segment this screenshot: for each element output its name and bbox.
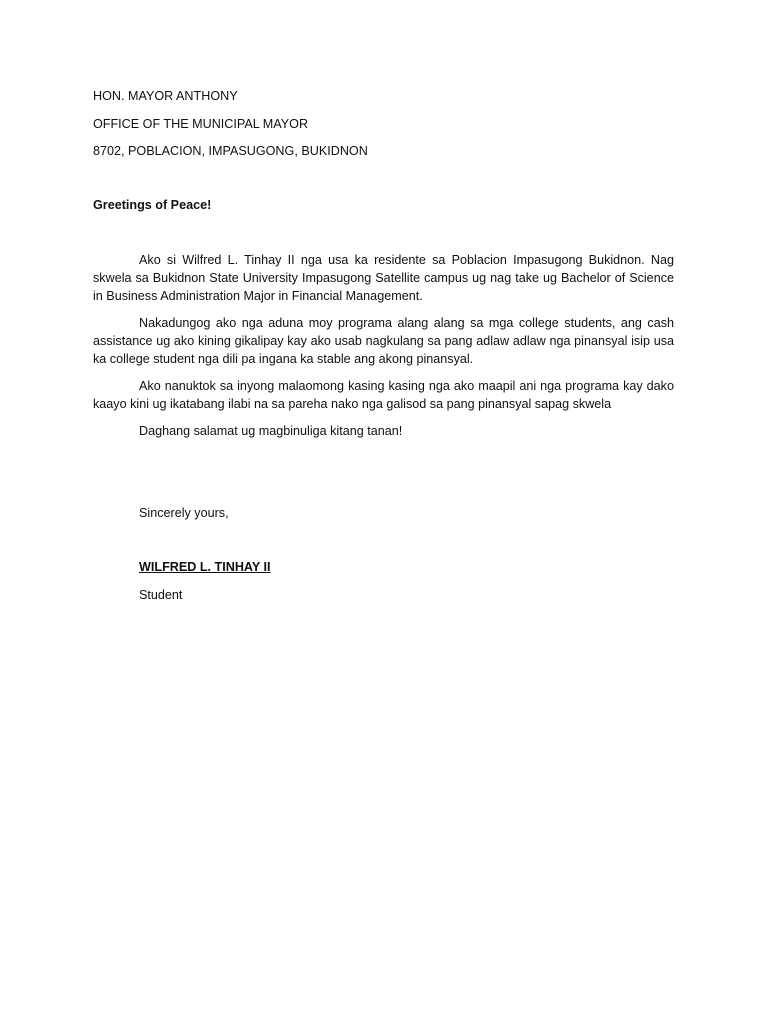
body-paragraph-2: Nakadungog ako nga aduna moy programa alang alang sa mga college students, ang cash assistance ug ako kining gikalipay kay ako usab nagkulang sa pang adlaw adlaw nga pinansyal isip usa ka college student nga dili pa ingana ka stable ang akong pinansyal. [93, 316, 674, 366]
closing: Sincerely yours, [139, 506, 229, 520]
recipient-address: 8702, POBLACION, IMPASUGONG, BUKIDNON [93, 144, 368, 158]
body-paragraph-1: Ako si Wilfred L. Tinhay II nga usa ka residente sa Poblacion Impasugong Bukidnon. Nag skwela sa Bukidnon State University Impasugong Satellite campus ug nag take ug Bachelor of Science in Business Administration Major in Financial Management. [93, 253, 674, 303]
body-paragraph-3: Ako nanuktok sa inyong malaomong kasing kasing nga ako maapil ani nga programa kay dako kaayo kini ug ikatabang ilabi na sa pareha nako nga galisod sa pang pinansyal sapag skwela [93, 379, 674, 411]
body-paragraph-4: Daghang salamat ug magbinuliga kitang tanan! [139, 424, 403, 438]
signature-name: WILFRED L. TINHAY II [139, 560, 271, 574]
recipient-name: HON. MAYOR ANTHONY [93, 89, 238, 103]
signature-title: Student [139, 588, 183, 602]
recipient-office: OFFICE OF THE MUNICIPAL MAYOR [93, 117, 309, 131]
greeting: Greetings of Peace! [93, 198, 212, 212]
